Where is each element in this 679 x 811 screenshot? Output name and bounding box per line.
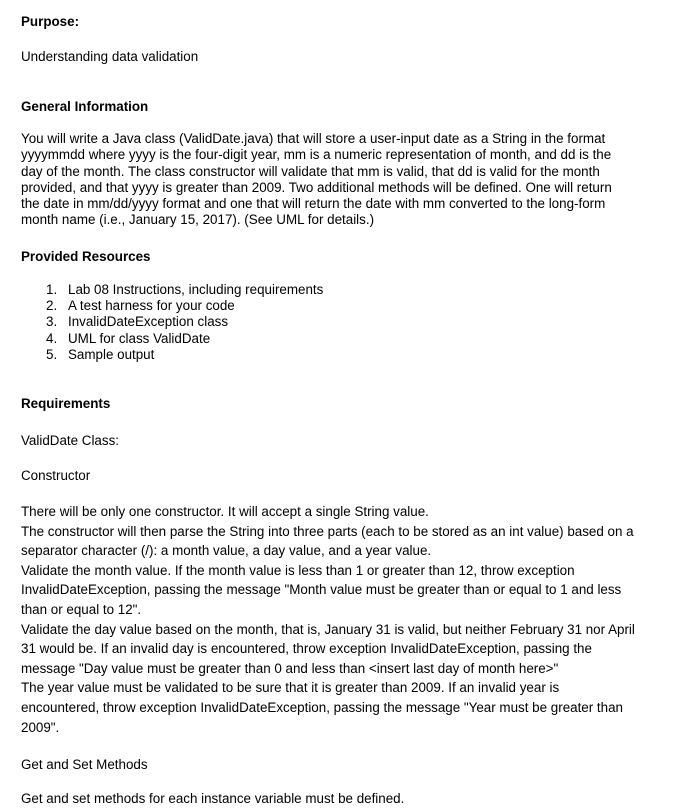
constructor-line: encountered, throw exception InvalidDateException, passing the message "Year must be greater than <box>21 699 623 715</box>
constructor-label: Constructor <box>21 468 91 483</box>
purpose-heading: Purpose: <box>21 14 80 29</box>
get-set-methods-label: Get and Set Methods <box>21 757 148 772</box>
constructor-line: than or equal to 12". <box>21 601 142 617</box>
constructor-line: separator character (/): a month value, a day value, and a year value. <box>21 543 432 559</box>
constructor-line: Validate the day value based on the month, that is, January 31 is valid, but neither February 31 nor April <box>21 621 635 637</box>
general-info-line: You will write a Java class (ValidDate.java) that will store a user-input date as a String in the format <box>21 131 606 146</box>
purpose-text: Understanding data validation <box>21 49 199 64</box>
general-info-line: the date in mm/dd/yyyy format and one that will return the date with mm converted to the long-form <box>21 196 606 212</box>
constructor-line: The constructor will then parse the String into three parts (each to be stored as an int value) based on a <box>21 523 634 539</box>
general-info-line: yyyymmdd where yyyy is the four-digit year, mm is a numeric representation of month, and dd is the <box>21 147 612 163</box>
list-item: 2. A test harness for your code <box>46 298 235 314</box>
general-info-heading: General Information <box>21 99 149 114</box>
list-item: 3. InvalidDateException class <box>46 314 229 330</box>
get-set-methods-text: Get and set methods for each instance variable must be defined. <box>21 791 405 806</box>
list-item: 5. Sample output <box>46 346 155 362</box>
constructor-line: The year value must be validated to be sure that it is greater than 2009. If an invalid year is <box>21 680 560 696</box>
list-item: 1. Lab 08 Instructions, including requirements <box>46 282 324 297</box>
general-info-line: provided, and that yyyy is greater than 2009. Two additional methods will be defined. One will return <box>21 179 612 195</box>
constructor-line: There will be only one constructor. It will accept a single String value. <box>21 504 429 519</box>
general-info-line: month name (i.e., January 15, 2017). (See UML for details.) <box>21 212 375 228</box>
constructor-line: Validate the month value. If the month value is less than 1 or greater than 12, throw exception <box>21 562 575 578</box>
provided-resources-list <box>46 282 323 363</box>
requirements-heading: Requirements <box>21 396 111 411</box>
constructor-paragraph <box>21 502 646 737</box>
constructor-line: InvalidDateException, passing the message "Month value must be greater than or equal to 1 and less <box>21 582 622 598</box>
list-item: 4. UML for class ValidDate <box>46 330 211 346</box>
general-info-paragraph <box>21 131 639 229</box>
provided-resources-heading: Provided Resources <box>21 249 151 264</box>
general-info-line: day of the month. The class constructor will validate that mm is valid, that dd is valid for the month <box>21 163 600 179</box>
constructor-line: 2009". <box>21 719 60 735</box>
validdate-class-label: ValidDate Class: <box>21 433 119 448</box>
constructor-line: 31 would be. If an invalid day is encountered, throw exception InvalidDateException, passing the <box>21 641 592 657</box>
constructor-line: message "Day value must be greater than 0 and less than <insert last day of month here>" <box>21 660 559 676</box>
